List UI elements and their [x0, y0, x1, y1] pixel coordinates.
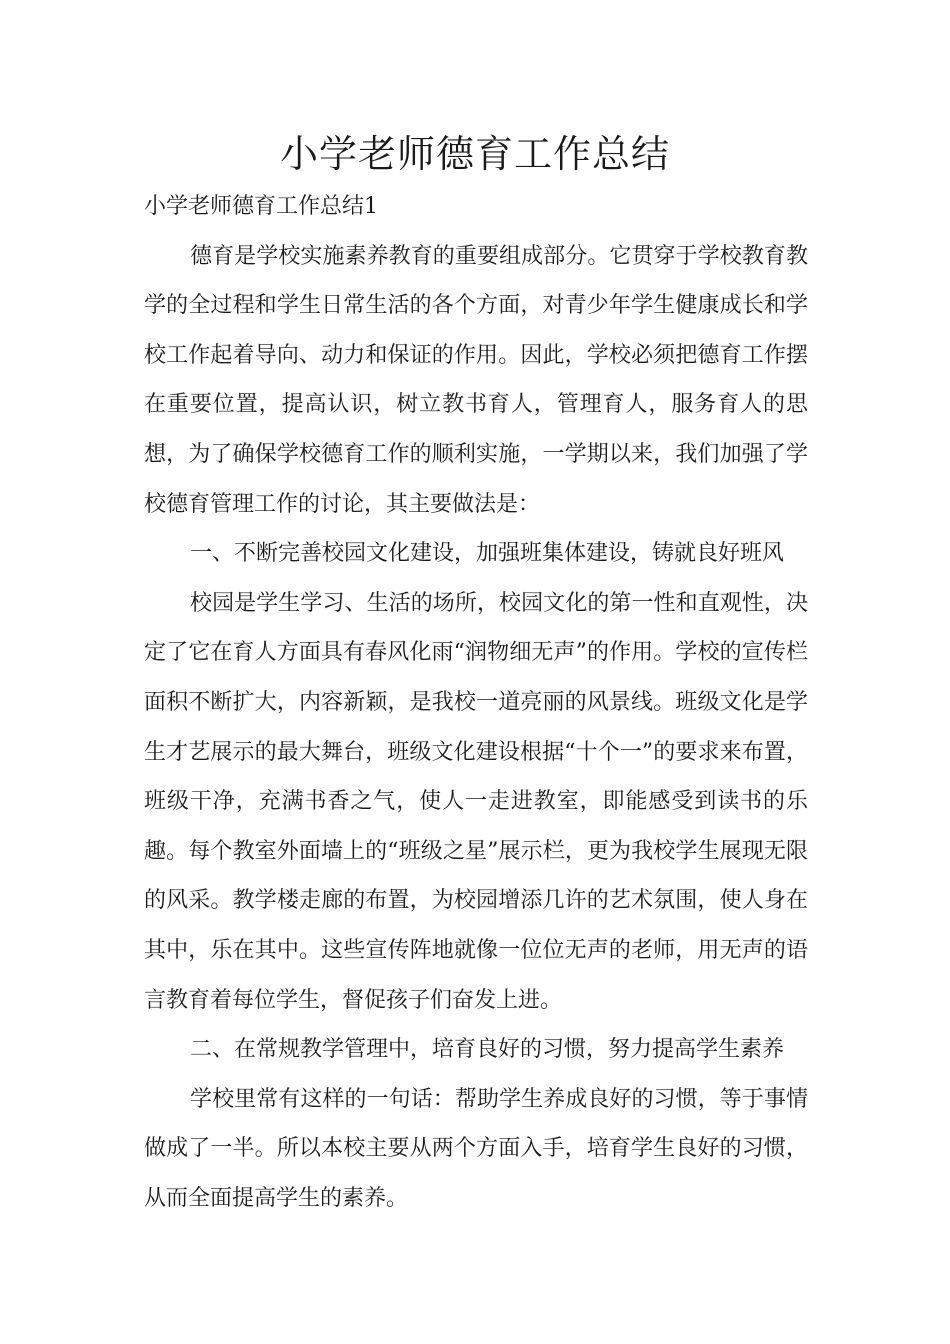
- paragraph-campus-culture: 校园是学生学习、生活的场所，校园文化的第一性和直观性，决定了它在育人方面具有春风化雨“润物细无声”的作用。学校的宣传栏面积不断扩大，内容新颖，是我校一道亮丽的风景线。班级文化是学生才艺展示的最大舞台，班级文化建设根据“十个一”的要求来布置，班级干净，充满书香之气，使人一走进教室，即能感受到读书的乐趣。每个教室外面墙上的“班级之星”展示栏，更为我校学生展现无限的风采。教学楼走廊的布置，为校园增添几许的艺术氛围，使人身在其中，乐在其中。这些宣传阵地就像一位位无声的老师，用无声的语言教育着每位学生，督促孩子们奋发上进。: [144, 590, 808, 1013]
- paragraph-intro: 德育是学校实施素养教育的重要组成部分。它贯穿于学校教育教学的全过程和学生日常生活的各个方面，对青少年学生健康成长和学校工作起着导向、动力和保证的作用。因此，学校必须把德育工作摆在重要位置，提高认识，树立教书育人，管理育人，服务育人的思想，为了确保学校德育工作的顺利实施，一学期以来，我们加强了学校德育管理工作的讨论，其主要做法是：: [144, 243, 808, 517]
- section-subtitle: 小学老师德育工作总结1: [144, 194, 378, 219]
- document-body: [144, 182, 808, 1223]
- page-title: 小学老师德育工作总结: [279, 132, 670, 176]
- paragraph-habits: 学校里常有这样的一句话：帮助学生养成良好的习惯，等于事情做成了一半。所以本校主要从两个方面入手，培育学生良好的习惯，从而全面提高学生的素养。: [144, 1086, 808, 1211]
- section-heading-2: 二、在常规教学管理中，培育良好的习惯，努力提高学生素养: [190, 1037, 785, 1063]
- section-heading-1: 一、不断完善校园文化建设，加强班集体建设，铸就良好班风: [190, 541, 785, 567]
